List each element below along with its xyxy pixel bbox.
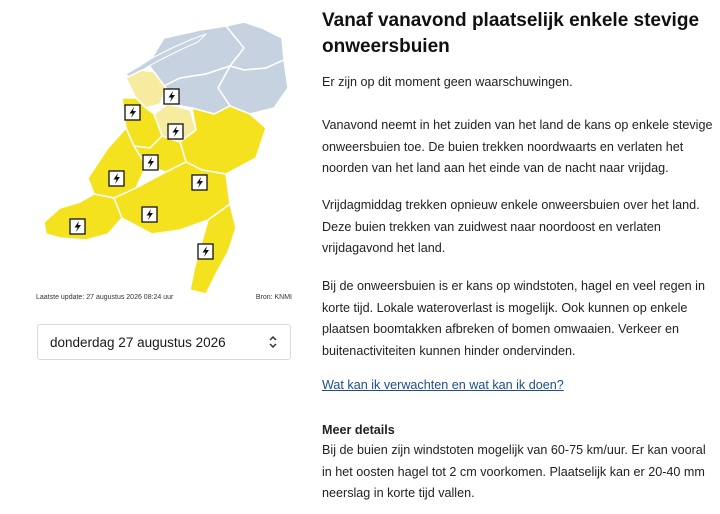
article xyxy=(322,8,714,500)
map-footer xyxy=(36,294,292,301)
updown-chevron-icon xyxy=(268,335,278,349)
lightning-icon xyxy=(164,89,179,104)
details-text: Bij de buien zijn windstoten mogelijk van 60-75 km/uur. Er kan vooral in het oosten hagel tot 2 cm voorkomen. Plaatselijk kan er 20-40 mm neerslag in korte tijd vallen. xyxy=(322,443,706,500)
date-select[interactable] xyxy=(37,324,291,360)
lightning-icon xyxy=(109,171,124,186)
map-source: Bron: KNMI xyxy=(255,294,292,301)
lightning-icon xyxy=(192,175,207,190)
paragraph-friday: Vrijdagmiddag trekken opnieuw enkele onweersbuien over het land. Deze buien trekken van zuidwest naar noordoost en verlaten vrijdagavond het land. xyxy=(322,198,700,255)
paragraph-impacts: Bij de onweersbuien is er kans op windstoten, hagel en veel regen in korte tijd. Lokale wateroverlast is mogelijk. Ook kunnen op enkele plaatsen boomtakken afbreken of bomen omwaaien. Verkeer en buitenactiviteiten kunnen hinder ondervinden. xyxy=(322,279,705,358)
lightning-icon xyxy=(143,155,158,170)
details-title: Meer details xyxy=(322,423,395,437)
lightning-icon xyxy=(142,207,157,222)
paragraph-tonight: Vanavond neemt in het zuiden van het land de kans op enkele stevige onweersbuien toe. De buien trekken noordwaarts en verlaten het noorden van het land aan het einde van de nacht naar vrijdag. xyxy=(322,118,713,175)
lightning-icon xyxy=(168,124,183,139)
lightning-icon xyxy=(198,244,213,259)
province-gelderland xyxy=(180,106,266,174)
lightning-icon xyxy=(70,219,85,234)
map-last-update: Laatste update: 27 augustus 2026 08:24 uur xyxy=(36,294,174,301)
paragraph-no-warnings: Er zijn op dit moment geen waarschuwingen. xyxy=(322,75,573,89)
left-column xyxy=(0,0,300,514)
what-to-expect-link[interactable]: Wat kan ik verwachten en wat kan ik doen? xyxy=(322,378,564,392)
article-title: Vanaf vanavond plaatselijk enkele stevige onweersbuien xyxy=(322,10,700,57)
date-select-value: donderdag 27 augustus 2026 xyxy=(50,334,226,350)
lightning-icon xyxy=(125,105,140,120)
warning-map[interactable] xyxy=(30,8,292,308)
netherlands-map xyxy=(30,8,292,298)
